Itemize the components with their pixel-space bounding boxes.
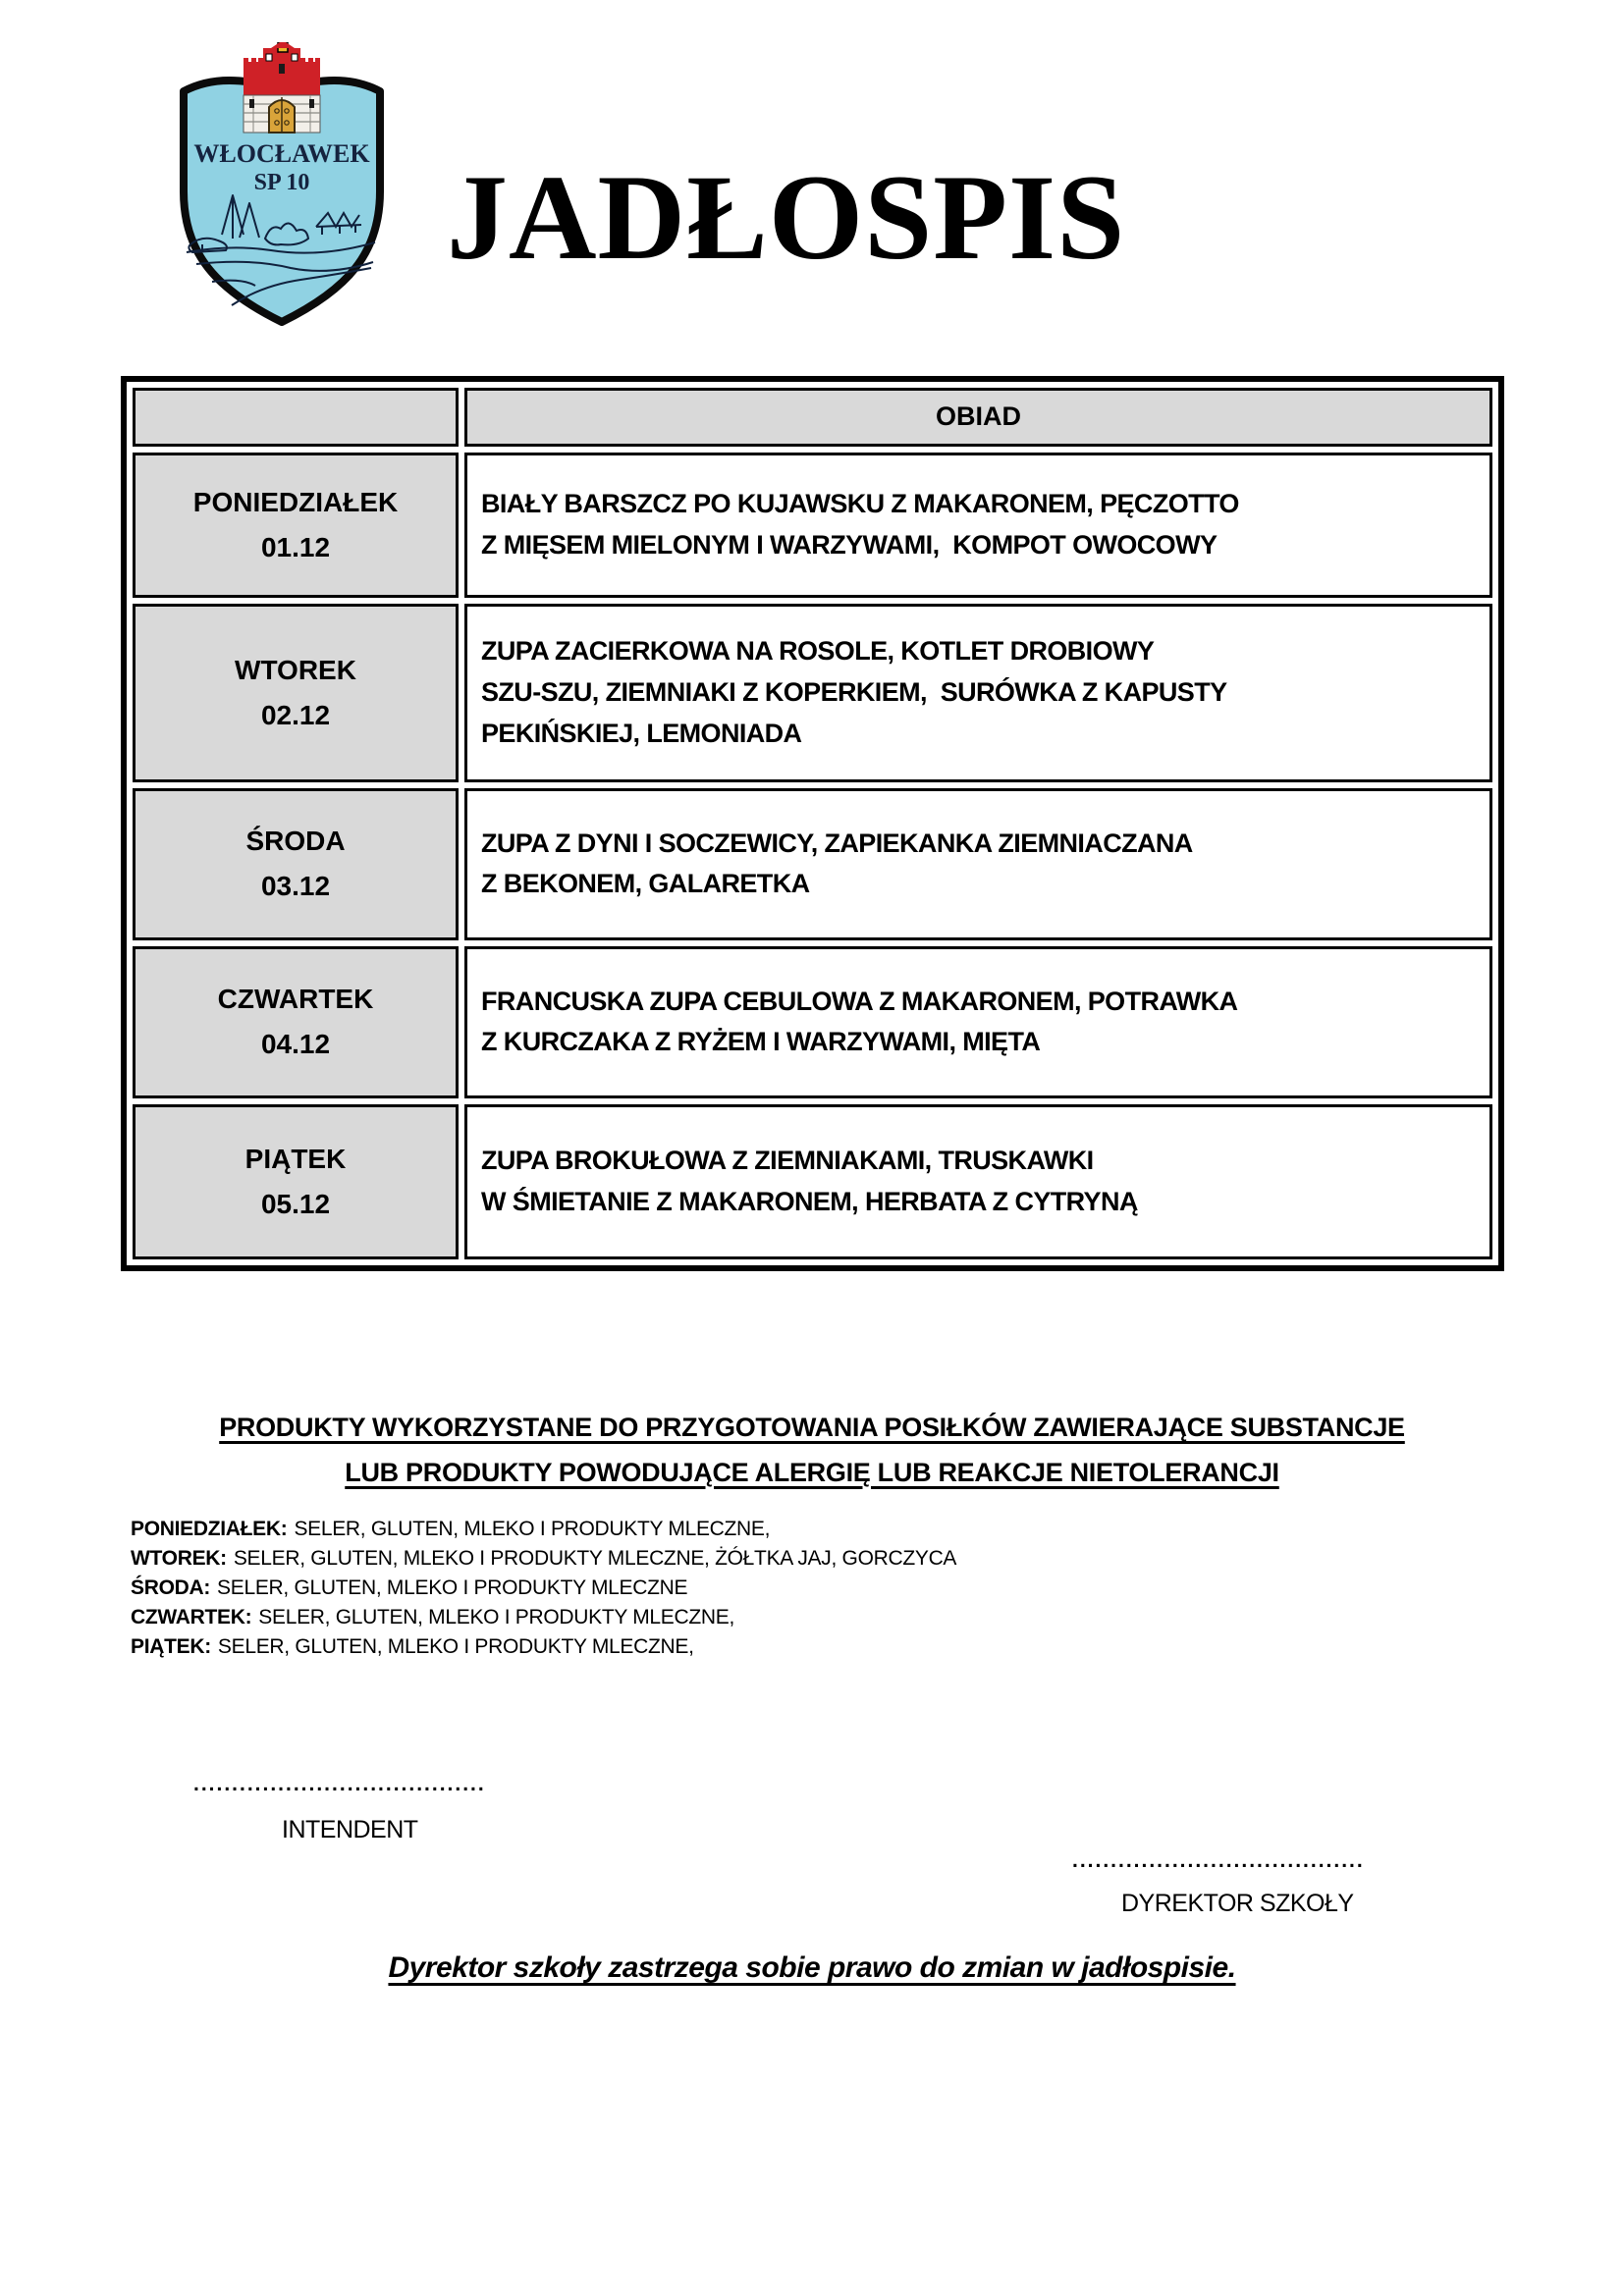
- day-cell: [133, 946, 459, 1098]
- allergen-day-label: CZWARTEK:: [131, 1606, 252, 1629]
- allergen-value: SELER, GLUTEN, MLEKO I PRODUKTY MLECZNE,: [258, 1606, 735, 1629]
- allergen-heading: [0, 1406, 1624, 1496]
- director-signature-line: ......................................: [1072, 1849, 1365, 1872]
- meal-cell: [464, 604, 1492, 782]
- allergen-item: [131, 1632, 1211, 1662]
- meal-line: SZU-SZU, ZIEMNIAKI Z KOPERKIEM, SURÓWKA Z KAPUSTY: [481, 676, 1227, 707]
- meal-cell: [464, 946, 1492, 1098]
- intendent-signature-line: ......................................: [193, 1773, 486, 1795]
- allergen-day-label: ŚRODA:: [131, 1576, 211, 1600]
- meal-line: Z BEKONEM, GALARETKA: [481, 869, 810, 899]
- school-crest-graphic: [173, 42, 391, 329]
- allergen-list: [131, 1515, 1211, 1662]
- allergen-value: SELER, GLUTEN, MLEKO I PRODUKTY MLECZNE: [217, 1576, 688, 1600]
- allergen-day-label: PIĄTEK:: [131, 1635, 211, 1659]
- meal-line: W ŚMIETANIE Z MAKARONEM, HERBATA Z CYTRYNĄ: [481, 1186, 1138, 1216]
- obiad-header-cell: OBIAD: [464, 388, 1492, 447]
- table-row: [133, 788, 1492, 940]
- page-title: JADŁOSPIS: [447, 150, 1126, 285]
- meal-cell: [464, 1104, 1492, 1259]
- day-name: PIĄTEK: [244, 1143, 347, 1174]
- day-name: CZWARTEK: [217, 984, 374, 1015]
- castle-icon: [244, 42, 320, 133]
- crest-city-label: WŁOCŁAWEK: [193, 139, 370, 168]
- day-cell: [133, 788, 459, 940]
- table-row: [133, 1104, 1492, 1259]
- meal-line: PEKIŃSKIEJ, LEMONIADA: [481, 718, 802, 748]
- day-name: ŚRODA: [245, 826, 346, 857]
- table-row: [133, 604, 1492, 782]
- meal-line: ZUPA Z DYNI I SOCZEWICY, ZAPIEKANKA ZIEMNIACZANA: [481, 828, 1193, 858]
- day-cell: [133, 453, 459, 598]
- day-name: PONIEDZIAŁEK: [192, 486, 399, 517]
- day-date: 04.12: [260, 1029, 331, 1060]
- school-crest: [173, 42, 391, 329]
- meal-cell: [464, 453, 1492, 598]
- meal-line: BIAŁY BARSZCZ PO KUJAWSKU Z MAKARONEM, PĘCZOTTO: [481, 489, 1239, 518]
- allergen-item: [131, 1515, 1211, 1544]
- table-row: [133, 453, 1492, 598]
- day-date: 02.12: [260, 699, 331, 730]
- meal-line: ZUPA BROKUŁOWA Z ZIEMNIAKAMI, TRUSKAWKI: [481, 1146, 1094, 1175]
- day-name: WTOREK: [235, 654, 356, 685]
- menu-table: [121, 376, 1504, 1271]
- allergen-item: [131, 1574, 1211, 1603]
- day-cell: [133, 1104, 459, 1259]
- table-corner-cell: [133, 388, 459, 447]
- meal-line: FRANCUSKA ZUPA CEBULOWA Z MAKARONEM, POTRAWKA: [481, 986, 1238, 1016]
- table-row: [133, 946, 1492, 1098]
- allergen-day-label: PONIEDZIAŁEK:: [131, 1518, 288, 1540]
- allergen-value: SELER, GLUTEN, MLEKO I PRODUKTY MLECZNE,: [217, 1635, 694, 1659]
- day-date: 03.12: [260, 871, 331, 902]
- meal-line: ZUPA ZACIERKOWA NA ROSOLE, KOTLET DROBIOWY: [481, 636, 1155, 667]
- day-date: 01.12: [260, 531, 331, 562]
- allergen-heading-line2: LUB PRODUKTY POWODUJĄCE ALERGIĘ LUB REAKCJE NIETOLERANCJI: [345, 1457, 1279, 1487]
- footer-note: Dyrektor szkoły zastrzega sobie prawo do zmian w jadłospisie.: [388, 1951, 1236, 1984]
- allergen-item: [131, 1544, 1211, 1574]
- day-cell: [133, 604, 459, 782]
- meal-line: Z MIĘSEM MIELONYM I WARZYWAMI, KOMPOT OWOCOWY: [481, 529, 1218, 560]
- day-date: 05.12: [260, 1188, 331, 1219]
- crest-school-label: SP 10: [253, 170, 310, 195]
- allergen-day-label: WTOREK:: [131, 1547, 227, 1571]
- allergen-value: SELER, GLUTEN, MLEKO I PRODUKTY MLECZNE, ŻÓŁTKA JAJ, GORCZYCA: [233, 1547, 957, 1571]
- allergen-heading-line1: PRODUKTY WYKORZYSTANE DO PRZYGOTOWANIA POSIŁKÓW ZAWIERAJĄCE SUBSTANCJE: [219, 1413, 1405, 1442]
- allergen-item: [131, 1603, 1211, 1632]
- meal-cell: [464, 788, 1492, 940]
- director-label: DYREKTOR SZKOŁY: [1121, 1890, 1354, 1917]
- intendent-label: INTENDENT: [282, 1816, 418, 1843]
- table-header-row: [133, 388, 1492, 447]
- allergen-value: SELER, GLUTEN, MLEKO I PRODUKTY MLECZNE,: [294, 1518, 771, 1540]
- meal-line: Z KURCZAKA Z RYŻEM I WARZYWAMI, MIĘTA: [481, 1027, 1041, 1057]
